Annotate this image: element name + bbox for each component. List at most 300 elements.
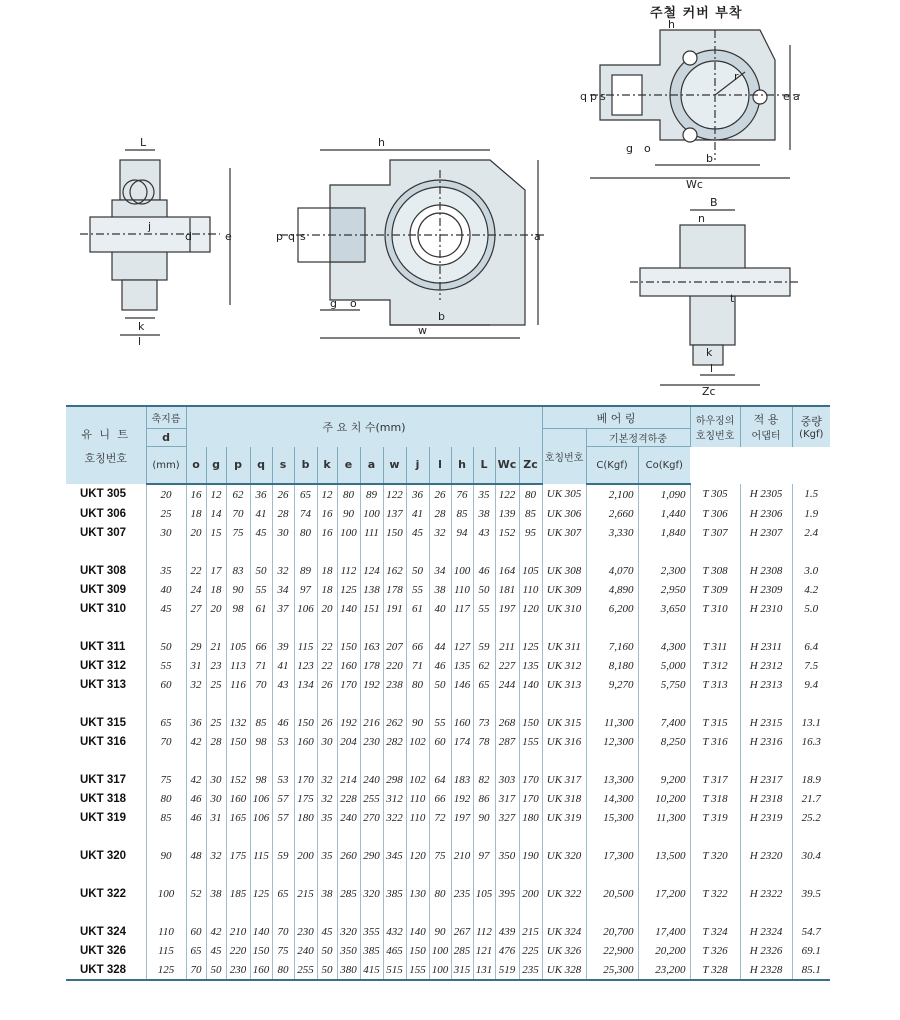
header-bearing: 베 어 링 — [542, 406, 690, 429]
header-shaft: 축지름 — [146, 406, 186, 429]
dimension-cell-k: 22 — [317, 656, 337, 675]
spacer-cell — [226, 694, 250, 713]
spacer-cell — [66, 618, 146, 637]
dimension-cell-j: 71 — [406, 656, 429, 675]
housing-number-cell: T 307 — [690, 523, 740, 542]
dimension-cell-wc: 139 — [495, 504, 519, 523]
dimension-cell-j: 150 — [406, 941, 429, 960]
load-c-cell: 3,330 — [586, 523, 638, 542]
dimension-cell-a: 290 — [360, 846, 383, 865]
dimension-cell-p: 105 — [226, 637, 250, 656]
dimension-cell-o: 65 — [186, 941, 206, 960]
spacer-cell — [586, 694, 638, 713]
dimension-cell-e: 350 — [337, 941, 360, 960]
dimension-cell-g: 38 — [206, 884, 226, 903]
dimension-cell-p: 132 — [226, 713, 250, 732]
spacer-cell — [690, 694, 740, 713]
cover-label-o: o — [644, 142, 651, 155]
weight-cell: 69.1 — [792, 941, 830, 960]
dimension-cell-g: 31 — [206, 808, 226, 827]
table-row — [66, 523, 830, 542]
spacer-cell — [586, 827, 638, 846]
shaft-diameter-cell: 30 — [146, 523, 186, 542]
dimension-cell-g: 15 — [206, 523, 226, 542]
spacer-cell — [495, 542, 519, 561]
dimension-cell-p: 165 — [226, 808, 250, 827]
header-unit — [66, 406, 146, 484]
dimension-cell-h: 76 — [451, 484, 473, 504]
dimension-cell-wc: 152 — [495, 523, 519, 542]
spacer-cell — [429, 751, 451, 770]
header-shaft-symbol: d — [146, 429, 186, 447]
spacer-cell — [294, 542, 317, 561]
spacer-cell — [272, 751, 294, 770]
dimension-cell-s: 28 — [272, 504, 294, 523]
dimension-cell-j: 50 — [406, 561, 429, 580]
unit-number-cell: UKT 313 — [80, 678, 127, 691]
dimension-cell-j: 66 — [406, 637, 429, 656]
dimension-cell-s: 53 — [272, 732, 294, 751]
header-co: Co(Kgf) — [638, 447, 690, 485]
dimension-cell-l: 32 — [429, 523, 451, 542]
shaft-diameter-cell: 100 — [146, 884, 186, 903]
spacer-cell — [250, 542, 272, 561]
dimension-cell-h: 197 — [451, 808, 473, 827]
spacer-cell — [429, 542, 451, 561]
dimension-cell-w: 385 — [383, 884, 406, 903]
dimension-cell-zc: 95 — [519, 523, 542, 542]
spacer-cell — [519, 827, 542, 846]
spacer-row — [66, 903, 830, 922]
dimension-cell-zc: 225 — [519, 941, 542, 960]
spacer-cell — [272, 903, 294, 922]
dimension-cell-q: 45 — [250, 523, 272, 542]
dimension-cell-l: 50 — [429, 675, 451, 694]
dimension-cell-h: 210 — [451, 846, 473, 865]
dimension-cell-j: 45 — [406, 523, 429, 542]
spacer-cell — [473, 827, 495, 846]
dimension-cell-e: 214 — [337, 770, 360, 789]
adapter-cell: H 2308 — [740, 561, 792, 580]
weight-cell: 54.7 — [792, 922, 830, 941]
spacer-cell — [186, 865, 206, 884]
dimension-cell-b: 89 — [294, 561, 317, 580]
spacer-cell — [186, 694, 206, 713]
dimension-cell-j: 140 — [406, 922, 429, 941]
spacer-cell — [186, 542, 206, 561]
spacer-cell — [317, 827, 337, 846]
dimension-cell-k: 50 — [317, 960, 337, 980]
spacer-cell — [429, 694, 451, 713]
unit-number-cell: UKT 306 — [80, 507, 127, 520]
dimension-cell-g: 12 — [206, 484, 226, 504]
dimension-cell-g: 25 — [206, 713, 226, 732]
dimension-cell-l: 131 — [473, 960, 495, 980]
dimension-cell-l: 97 — [473, 846, 495, 865]
front-label-s: s — [300, 230, 306, 243]
dimension-cell-p: 160 — [226, 789, 250, 808]
dimension-cell-g: 28 — [206, 732, 226, 751]
unit-number-cell: UKT 312 — [80, 659, 127, 672]
dimension-cell-wc: 327 — [495, 808, 519, 827]
spacer-cell — [360, 865, 383, 884]
spacer-cell — [495, 865, 519, 884]
section-label-n: n — [698, 212, 705, 225]
spacer-cell — [186, 827, 206, 846]
spacer-cell — [429, 618, 451, 637]
dimension-cell-wc: 227 — [495, 656, 519, 675]
housing-number-cell: T 328 — [690, 960, 740, 980]
housing-number-cell: T 311 — [690, 637, 740, 656]
dimension-cell-e: 228 — [337, 789, 360, 808]
dimension-cell-l: 62 — [473, 656, 495, 675]
dimension-cell-zc: 170 — [519, 789, 542, 808]
dimension-cell-b: 123 — [294, 656, 317, 675]
dimension-cell-wc: 268 — [495, 713, 519, 732]
dimension-cell-s: 41 — [272, 656, 294, 675]
housing-number-cell: T 316 — [690, 732, 740, 751]
dimension-cell-g: 23 — [206, 656, 226, 675]
housing-number-cell: T 312 — [690, 656, 740, 675]
load-c-cell: 4,070 — [586, 561, 638, 580]
spacer-cell — [792, 618, 830, 637]
dimension-cell-q: 115 — [250, 846, 272, 865]
header-c: C(Kgf) — [586, 447, 638, 485]
dimension-cell-l: 80 — [429, 884, 451, 903]
spacer-cell — [473, 542, 495, 561]
bearing-number-cell: UK 326 — [542, 941, 586, 960]
header-dim-s: s — [272, 447, 294, 485]
spacer-cell — [317, 542, 337, 561]
dimension-cell-k: 18 — [317, 561, 337, 580]
adapter-cell: H 2315 — [740, 713, 792, 732]
spacer-cell — [317, 751, 337, 770]
front-label-a: a — [534, 230, 541, 243]
table-row — [66, 599, 830, 618]
spacer-cell — [337, 827, 360, 846]
spacer-cell — [740, 827, 792, 846]
front-label-w: w — [418, 324, 427, 337]
dimension-cell-h: 235 — [451, 884, 473, 903]
dimension-cell-h: 85 — [451, 504, 473, 523]
cover-label-s: s — [600, 90, 606, 103]
spacer-cell — [360, 694, 383, 713]
adapter-cell: H 2328 — [740, 960, 792, 980]
dimension-cell-l: 50 — [473, 580, 495, 599]
header-unit-line2: 호칭번호 — [84, 451, 127, 465]
spacer-cell — [519, 618, 542, 637]
dimension-cell-wc: 395 — [495, 884, 519, 903]
bearing-number-cell: UK 322 — [542, 884, 586, 903]
header-adapter-line1: 적 용 — [753, 413, 779, 427]
spacer-cell — [792, 542, 830, 561]
load-co-cell: 2,950 — [638, 580, 690, 599]
load-co-cell: 20,200 — [638, 941, 690, 960]
dimension-cell-s: 57 — [272, 808, 294, 827]
shaft-diameter-cell: 65 — [146, 713, 186, 732]
dimension-cell-w: 162 — [383, 561, 406, 580]
dimension-cell-zc: 155 — [519, 732, 542, 751]
bearing-number-cell: UK 313 — [542, 675, 586, 694]
header-basic-load: 기본정격하중 — [586, 429, 690, 447]
cover-view-drawing — [590, 30, 800, 178]
unit-number-cell: UKT 328 — [80, 963, 127, 976]
dimension-cell-w: 207 — [383, 637, 406, 656]
cover-label-g: g — [626, 142, 633, 155]
weight-cell: 1.5 — [792, 484, 830, 504]
dimension-cell-h: 285 — [451, 941, 473, 960]
shaft-diameter-cell: 80 — [146, 789, 186, 808]
dimension-cell-j: 120 — [406, 846, 429, 865]
shaft-diameter-cell: 40 — [146, 580, 186, 599]
dimension-cell-o: 60 — [186, 922, 206, 941]
dimension-cell-o: 22 — [186, 561, 206, 580]
dimension-cell-l: 66 — [429, 789, 451, 808]
spacer-cell — [360, 903, 383, 922]
spacer-cell — [792, 903, 830, 922]
spec-table — [66, 405, 830, 981]
unit-number-cell: UKT 319 — [80, 811, 127, 824]
dimension-cell-q: 50 — [250, 561, 272, 580]
unit-number-cell: UKT 326 — [80, 944, 127, 957]
dimension-cell-w: 262 — [383, 713, 406, 732]
spacer-cell — [294, 865, 317, 884]
dimension-cell-l: 60 — [429, 732, 451, 751]
dimension-cell-p: 90 — [226, 580, 250, 599]
housing-number-cell: T 324 — [690, 922, 740, 941]
dimension-cell-s: 46 — [272, 713, 294, 732]
dimension-cell-zc: 110 — [519, 580, 542, 599]
dimension-cell-p: 113 — [226, 656, 250, 675]
load-co-cell: 4,300 — [638, 637, 690, 656]
front-label-g: g — [330, 297, 337, 310]
dimension-cell-wc: 181 — [495, 580, 519, 599]
dimension-cell-h: 315 — [451, 960, 473, 980]
spacer-cell — [542, 827, 586, 846]
spec-table-wrapper — [66, 405, 828, 981]
bearing-number-cell: UK 315 — [542, 713, 586, 732]
dimension-cell-s: 39 — [272, 637, 294, 656]
load-c-cell: 8,180 — [586, 656, 638, 675]
dimension-cell-l: 90 — [473, 808, 495, 827]
spacer-cell — [360, 542, 383, 561]
dimension-cell-l: 26 — [429, 484, 451, 504]
load-co-cell: 23,200 — [638, 960, 690, 980]
spacer-cell — [250, 903, 272, 922]
housing-number-cell: T 317 — [690, 770, 740, 789]
load-co-cell: 9,200 — [638, 770, 690, 789]
spacer-cell — [690, 827, 740, 846]
dimension-cell-g: 20 — [206, 599, 226, 618]
housing-number-cell: T 319 — [690, 808, 740, 827]
header-dim-o: o — [186, 447, 206, 485]
header-dim-zc: Zc — [519, 447, 542, 485]
spacer-cell — [250, 865, 272, 884]
dimension-cell-q: 140 — [250, 922, 272, 941]
spacer-cell — [406, 827, 429, 846]
spacer-cell — [740, 865, 792, 884]
spacer-cell — [383, 694, 406, 713]
dimension-cell-e: 125 — [337, 580, 360, 599]
dimension-cell-a: 151 — [360, 599, 383, 618]
dimension-cell-j: 55 — [406, 580, 429, 599]
shaft-diameter-cell: 115 — [146, 941, 186, 960]
spacer-cell — [250, 618, 272, 637]
dimension-cell-p: 75 — [226, 523, 250, 542]
spacer-cell — [337, 751, 360, 770]
load-co-cell: 5,000 — [638, 656, 690, 675]
dimension-cell-k: 38 — [317, 884, 337, 903]
load-c-cell: 17,300 — [586, 846, 638, 865]
cover-label-wc: Wc — [686, 178, 703, 191]
spacer-cell — [206, 827, 226, 846]
load-co-cell: 8,250 — [638, 732, 690, 751]
spacer-cell — [294, 694, 317, 713]
load-c-cell: 2,100 — [586, 484, 638, 504]
header-dim-e: e — [337, 447, 360, 485]
dimension-cell-g: 50 — [206, 960, 226, 980]
spacer-cell — [186, 751, 206, 770]
dimension-cell-e: 240 — [337, 808, 360, 827]
dimension-cell-zc: 200 — [519, 884, 542, 903]
dimension-cell-b: 170 — [294, 770, 317, 789]
load-co-cell: 1,840 — [638, 523, 690, 542]
spacer-cell — [586, 542, 638, 561]
dimension-cell-p: 83 — [226, 561, 250, 580]
dimension-cell-j: 41 — [406, 504, 429, 523]
dimension-cell-o: 70 — [186, 960, 206, 980]
dimension-cell-p: 185 — [226, 884, 250, 903]
dimension-cell-p: 230 — [226, 960, 250, 980]
spacer-cell — [542, 751, 586, 770]
dimension-cell-p: 62 — [226, 484, 250, 504]
dimension-cell-b: 240 — [294, 941, 317, 960]
spacer-cell — [206, 618, 226, 637]
dimension-cell-s: 65 — [272, 884, 294, 903]
dimension-cell-wc: 476 — [495, 941, 519, 960]
adapter-cell: H 2322 — [740, 884, 792, 903]
weight-cell: 16.3 — [792, 732, 830, 751]
load-co-cell: 2,300 — [638, 561, 690, 580]
unit-number-cell: UKT 310 — [80, 602, 127, 615]
dimension-cell-b: 150 — [294, 713, 317, 732]
dimension-cell-o: 20 — [186, 523, 206, 542]
adapter-cell: H 2319 — [740, 808, 792, 827]
header-dim-k: k — [317, 447, 337, 485]
adapter-cell: H 2313 — [740, 675, 792, 694]
spacer-cell — [451, 827, 473, 846]
cover-section-drawing — [630, 210, 800, 385]
spacer-cell — [383, 542, 406, 561]
bearing-number-cell: UK 309 — [542, 580, 586, 599]
header-main-dims: 주 요 치 수(mm) — [186, 406, 542, 447]
header-housing — [690, 406, 740, 447]
adapter-cell: H 2309 — [740, 580, 792, 599]
dimension-cell-k: 18 — [317, 580, 337, 599]
header-weight — [792, 406, 830, 447]
shaft-diameter-cell: 85 — [146, 808, 186, 827]
adapter-cell: H 2318 — [740, 789, 792, 808]
dimension-cell-l: 38 — [429, 580, 451, 599]
weight-cell: 1.9 — [792, 504, 830, 523]
dimension-cell-a: 240 — [360, 770, 383, 789]
housing-number-cell: T 320 — [690, 846, 740, 865]
dimension-cell-zc: 180 — [519, 808, 542, 827]
dimension-cell-w: 238 — [383, 675, 406, 694]
header-dim-j: j — [406, 447, 429, 485]
bearing-number-cell: UK 305 — [542, 484, 586, 504]
adapter-cell: H 2306 — [740, 504, 792, 523]
spacer-cell — [495, 694, 519, 713]
shaft-diameter-cell: 55 — [146, 656, 186, 675]
dimension-cell-s: 30 — [272, 523, 294, 542]
spacer-cell — [66, 542, 146, 561]
dimension-cell-g: 30 — [206, 789, 226, 808]
dimension-cell-l: 65 — [473, 675, 495, 694]
header-dim-b: b — [294, 447, 317, 485]
dimension-cell-g: 32 — [206, 846, 226, 865]
dimension-cell-w: 191 — [383, 599, 406, 618]
dimension-cell-q: 150 — [250, 941, 272, 960]
dimension-cell-b: 97 — [294, 580, 317, 599]
spacer-cell — [542, 903, 586, 922]
spacer-cell — [317, 865, 337, 884]
dimension-cell-w: 515 — [383, 960, 406, 980]
side-view-drawing — [80, 150, 230, 335]
unit-number-cell: UKT 309 — [80, 583, 127, 596]
table-row — [66, 580, 830, 599]
dimension-cell-o: 42 — [186, 732, 206, 751]
spacer-cell — [383, 751, 406, 770]
shaft-diameter-cell: 35 — [146, 561, 186, 580]
dimension-cell-l: 46 — [429, 656, 451, 675]
spacer-cell — [406, 542, 429, 561]
dimension-cell-o: 31 — [186, 656, 206, 675]
dimension-cell-j: 110 — [406, 789, 429, 808]
spacer-cell — [317, 903, 337, 922]
header-dim-p: p — [226, 447, 250, 485]
dimension-cell-g: 14 — [206, 504, 226, 523]
dimension-cell-zc: 105 — [519, 561, 542, 580]
dimension-cell-l: 35 — [473, 484, 495, 504]
adapter-cell: H 2324 — [740, 922, 792, 941]
dimension-cell-l: 34 — [429, 561, 451, 580]
spacer-cell — [272, 865, 294, 884]
dimension-cell-w: 432 — [383, 922, 406, 941]
dimension-cell-q: 66 — [250, 637, 272, 656]
spacer-cell — [146, 827, 186, 846]
spacer-cell — [586, 865, 638, 884]
spacer-cell — [337, 542, 360, 561]
dimension-cell-h: 174 — [451, 732, 473, 751]
load-c-cell: 20,500 — [586, 884, 638, 903]
spacer-cell — [586, 618, 638, 637]
dimension-cell-j: 110 — [406, 808, 429, 827]
load-co-cell: 5,750 — [638, 675, 690, 694]
dimension-cell-h: 100 — [451, 561, 473, 580]
dimension-cell-p: 98 — [226, 599, 250, 618]
dimension-cell-k: 32 — [317, 770, 337, 789]
dimension-cell-l: 112 — [473, 922, 495, 941]
dimension-cell-b: 230 — [294, 922, 317, 941]
load-c-cell: 6,200 — [586, 599, 638, 618]
front-view-drawing — [280, 150, 545, 338]
spacer-cell — [146, 618, 186, 637]
side-label-k: k — [138, 320, 145, 333]
weight-cell: 85.1 — [792, 960, 830, 980]
technical-drawings — [0, 0, 900, 400]
dimension-cell-b: 134 — [294, 675, 317, 694]
